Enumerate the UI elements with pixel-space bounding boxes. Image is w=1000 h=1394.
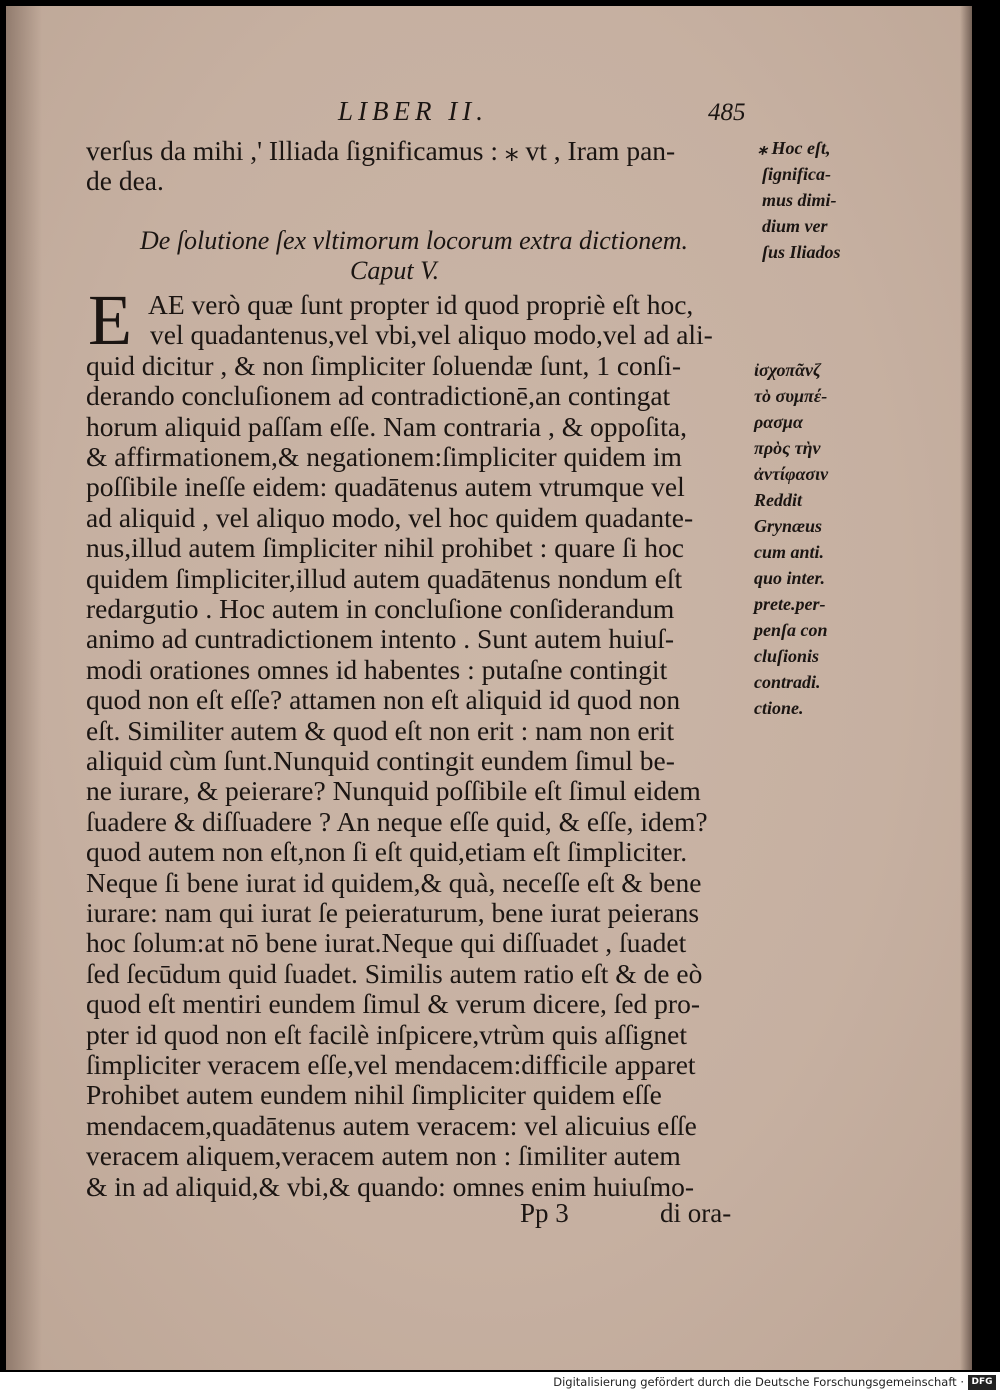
- text-line: quod autem non eſt,non ſi eſt quid,etiam eſt ſimpliciter.: [86, 836, 688, 868]
- chapter-heading: De ſolutione ſex vltimorum locorum extra dictionem.: [140, 226, 689, 255]
- text-line: hoc ſolum:at nō bene iurat.Neque qui diſſuadet , ſuadet: [86, 927, 687, 959]
- page-gutter-shadow: [6, 6, 42, 1370]
- text-line: & affirmationem,& negationem:ſimpliciter quidem im: [86, 441, 682, 472]
- marginal-note-line: ἀντίφασιν: [754, 464, 829, 484]
- text-line: Neque ſi bene iurat id quidem,& quà, neceſſe eſt & bene: [86, 866, 702, 898]
- text-line: eſt. Similiter autem & quod eſt non erit : nam non erit: [86, 714, 675, 746]
- text-line: veracem aliquem,veracem autem non : ſimiliter autem: [86, 1140, 681, 1172]
- text-line: quid dicitur , & non ſimpliciter ſoluendæ ſunt, 1 conſi-: [86, 349, 681, 381]
- marginal-note-line: cum anti.: [754, 542, 825, 562]
- initial-letter: E: [88, 280, 132, 360]
- text-line: mendacem,quadātenus autem veracem: vel alicuius eſſe: [86, 1109, 697, 1141]
- marginal-note-line: ctione.: [754, 698, 804, 718]
- footer-bar: [0, 1372, 1000, 1394]
- text-line: nus,illud autem ſimpliciter nihil prohibet : quare ſi hoc: [86, 532, 685, 564]
- text-line: quod eſt mentiri eundem ſimul & verum dicere, ſed pro-: [86, 988, 700, 1020]
- marginal-note-line: τὸ συμπέ-: [754, 386, 828, 406]
- text-line: derando concluſionem ad contradictionē,an contingat: [86, 380, 671, 412]
- catchword: di ora-: [660, 1198, 732, 1228]
- text-line: vel quadantenus,vel vbi,vel aliquo modo,vel ad ali-: [150, 319, 713, 351]
- text-line: redargutio . Hoc autem in concluſione conſiderandum: [86, 593, 675, 624]
- text-line: Prohibet autem eundem nihil ſimpliciter quidem eſſe: [86, 1079, 662, 1111]
- text-line: aliquid cùm ſunt.Nunquid contingit eundem ſimul be-: [86, 745, 675, 776]
- marginal-note-line: quo inter.: [754, 568, 826, 588]
- page-number: 485: [708, 99, 746, 126]
- text-line: horum aliquid paſſam eſſe. Nam contraria , & oppoſita,: [86, 410, 688, 442]
- dfg-logo: DFG: [968, 1375, 996, 1390]
- text-line: ad aliquid , vel aliquo modo, vel hoc quidem quadante-: [86, 501, 694, 533]
- running-head: LIBER II.: [338, 96, 488, 126]
- text-line: quod non eſt eſſe? attamen non eſt aliquid id quod non: [86, 684, 681, 716]
- marginal-note-line: πρὸς τὴν: [754, 438, 821, 458]
- marginal-note-line: ⁎ Hoc eſt,: [758, 138, 831, 158]
- text-line: de dea.: [86, 165, 164, 196]
- text-line: poſſibile ineſſe eidem: quadātenus autem vtrumque vel: [86, 471, 685, 503]
- marginal-note-line: penſa con: [754, 620, 828, 640]
- marginal-note-line: mus dimi-: [762, 190, 837, 210]
- marginal-note-line: ſignifica-: [762, 164, 831, 184]
- text-line: quidem ſimpliciter,illud autem quadātenus nondum eſt: [86, 562, 683, 594]
- text-line: verſus da mihi ,' Illiada ſignificamus : ⁎ vt , Iram pan-: [86, 135, 676, 166]
- text-line: animo ad cuntradictionem intento . Sunt autem huiuſ-: [86, 623, 675, 655]
- marginal-note-line: dium ver: [762, 216, 828, 236]
- text-line: modi orationes omnes id habentes : putaſne contingit: [86, 653, 668, 685]
- marginal-note-line: ſus Iliados: [762, 242, 841, 262]
- marginal-note-line: contradi.: [754, 672, 821, 692]
- marginal-note-line: prete.per-: [754, 594, 826, 614]
- text-line: ne iurare, & peierare? Nunquid poſſibile eſt ſimul eidem: [86, 775, 701, 807]
- marginal-note-line: ἰσχοπᾶνζ: [754, 360, 821, 380]
- text-line: & in ad aliquid,& vbi,& quando: omnes enim huiuſmo-: [86, 1170, 694, 1202]
- text-line: ſed ſecūdum quid ſuadet. Similis autem ratio eſt & de eò: [86, 957, 703, 989]
- marginal-note-line: cluſionis: [754, 646, 820, 666]
- chapter-number: Caput V.: [350, 256, 440, 285]
- text-line: ſuadere & diſſuadere ? An neque eſſe quid, & eſſe, idem?: [86, 805, 708, 837]
- signature-mark: Pp 3: [520, 1198, 569, 1228]
- marginal-note-line: ρασμα: [754, 412, 803, 432]
- text-line: AE verò quæ ſunt propter id quod propriè eſt hoc,: [148, 289, 694, 320]
- page-edge-shadow: [960, 6, 972, 1370]
- marginal-note-line: Grynæus: [754, 516, 823, 536]
- text-line: pter id quod non eſt facilè inſpicere,vtrùm quis aſſignet: [86, 1018, 688, 1050]
- marginal-note-line: Reddit: [754, 490, 802, 510]
- text-line: ſimpliciter veracem eſſe,vel mendacem:difficile apparet: [86, 1049, 696, 1080]
- funding-credit: Digitalisierung gefördert durch die Deutsche Forschungsgemeinschaft ·: [553, 1375, 964, 1389]
- text-line: iurare: nam qui iurat ſe peieraturum, bene iurat peierans: [86, 897, 700, 928]
